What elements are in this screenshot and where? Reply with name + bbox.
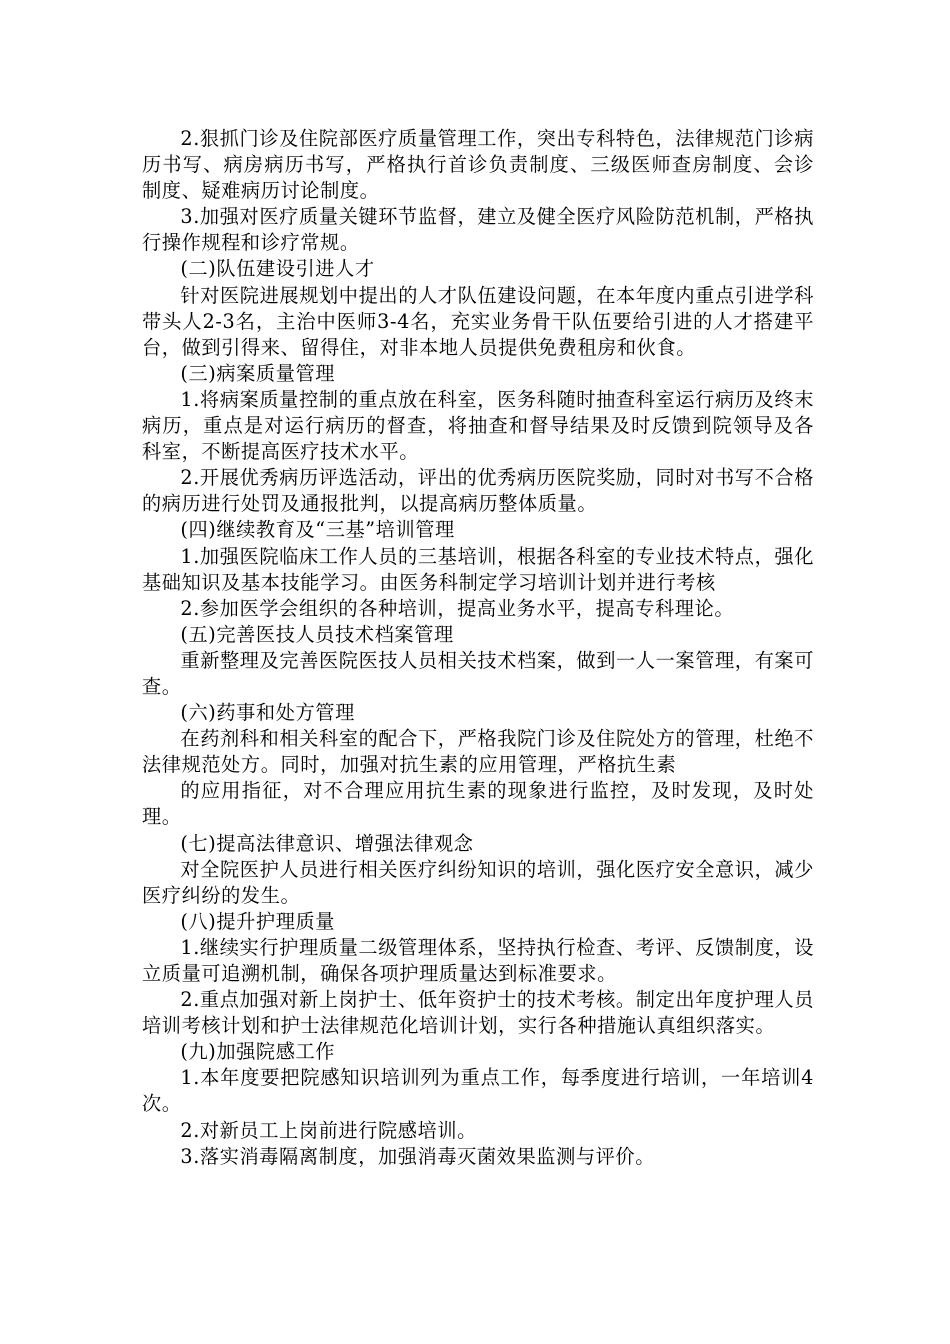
- section-heading: (八)提升护理质量: [180, 909, 336, 933]
- paragraph: 重新整理及完善医院医技人员相关技术档案，做到一人一案管理，有案可查。: [142, 648, 814, 698]
- paragraph: 1.将病案质量控制的重点放在科室，医务科随时抽查科室运行病历及终末病历，重点是对运行病历的督查，将抽查和督导结果及时反馈到院领导及各科室，不断提高医疗技术水平。: [142, 387, 814, 464]
- section-heading: (三)病案质量管理: [180, 361, 336, 385]
- paragraph: 2.参加医学会组织的各种培训，提高业务水平，提高专科理论。: [180, 596, 735, 620]
- paragraph: 针对医院进展规划中提出的人才队伍建设问题，在本年度内重点引进学科带头人2-3名，主治中医师3-4名，充实业务骨干队伍要给引进的人才搭建平台，做到引得来、留得住，对非本地人员提供免费租房和伙食。: [142, 283, 814, 359]
- section-heading: (六)药事和处方管理: [180, 701, 355, 725]
- paragraph: 3.加强对医疗质量关键环节监督，建立及健全医疗风险防范机制，严格执行操作规程和诊疗常规。: [142, 205, 814, 255]
- section-heading: (四)继续教育及“三基”培训管理: [180, 518, 455, 542]
- document-body: [142, 126, 814, 1170]
- paragraph: 2.开展优秀病历评选活动，评出的优秀病历医院奖励，同时对书写不合格的病历进行处罚及通报批判，以提高病历整体质量。: [142, 466, 814, 516]
- paragraph: 在药剂科和相关科室的配合下，严格我院门诊及住院处方的管理，杜绝不法律规范处方。同时，加强对抗生素的应用管理，严格抗生素: [142, 727, 814, 777]
- paragraph: 对全院医护人员进行相关医疗纠纷知识的培训，强化医疗安全意识，减少医疗纠纷的发生。: [142, 857, 814, 907]
- section-heading: (二)队伍建设引进人才: [180, 257, 375, 281]
- paragraph: 的应用指征，对不合理应用抗生素的现象进行监控，及时发现，及时处理。: [142, 779, 814, 829]
- paragraph: 1.继续实行护理质量二级管理体系，坚持执行检查、考评、反馈制度，设立质量可追溯机制，确保各项护理质量达到标准要求。: [142, 935, 814, 985]
- section-heading: (九)加强院感工作: [180, 1040, 336, 1064]
- paragraph: 1.加强医院临床工作人员的三基培训，根据各科室的专业技术特点，强化基础知识及基本技能学习。由医务科制定学习培训计划并进行考核: [142, 544, 814, 594]
- section-heading: (五)完善医技人员技术档案管理: [180, 622, 454, 646]
- paragraph: 2.重点加强对新上岗护士、低年资护士的技术考核。制定出年度护理人员培训考核计划和护士法律规范化培训计划，实行各种措施认真组织落实。: [142, 988, 814, 1038]
- paragraph: 3.落实消毒隔离制度，加强消毒灭菌效果监测与评价。: [180, 1144, 656, 1168]
- section-heading: (七)提高法律意识、增强法律观念: [180, 831, 474, 855]
- paragraph: 1.本年度要把院感知识培训列为重点工作，每季度进行培训，一年培训4次。: [142, 1066, 814, 1116]
- paragraph: 2.对新员工上岗前进行院感培训。: [180, 1118, 477, 1142]
- paragraph: 2.狠抓门诊及住院部医疗质量管理工作，突出专科特色，法律规范门诊病历书写、病房病历书写，严格执行首诊负责制度、三级医师查房制度、会诊制度、疑难病历讨论制度。: [142, 127, 814, 203]
